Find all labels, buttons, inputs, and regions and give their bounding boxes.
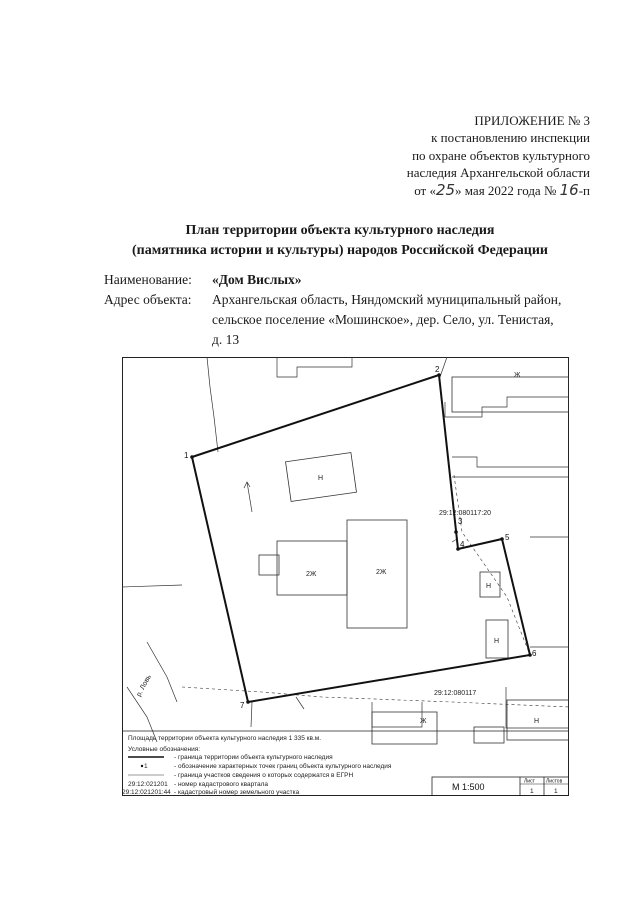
sheet-header: Лист (524, 778, 535, 785)
appendix-line-4: наследия Архангельской области (406, 165, 590, 181)
appendix-line-3: по охране объектов культурного (412, 147, 590, 163)
appendix-number: ПРИЛОЖЕНИЕ № 3 (474, 113, 590, 128)
title-line-1: План территории объекта культурного наследия (185, 223, 495, 238)
legend-item-4-symbol: 29:12:021201 (128, 781, 168, 788)
handwritten-day: 25 (435, 180, 456, 199)
point-label-7: 7 (240, 701, 245, 710)
building-label-h-top: Н (318, 475, 324, 482)
plan-drawing (122, 357, 569, 796)
address-line-3: д. 13 (212, 332, 240, 347)
appendix-header (340, 112, 590, 199)
building-label-2zh-left: 2Ж (306, 571, 317, 578)
name-value: «Дом Вислых» (212, 272, 302, 287)
title-line-2: (памятника истории и культуры) народов Российской Федерации (132, 243, 548, 258)
point-label-6: 6 (532, 649, 537, 658)
point-label-3: 3 (458, 517, 463, 526)
address-line-1: Архангельская область, Няндомский муниципальный район, (212, 292, 562, 307)
sheets-value: 1 (554, 788, 558, 795)
cadastral-number-right: 29:12:080117:20 (439, 510, 492, 517)
point-label-2: 2 (435, 365, 440, 374)
legend-heading: Условные обозначения: (128, 746, 201, 753)
building-label-zh-bottom: Ж (420, 718, 427, 725)
number-suffix: -п (578, 182, 590, 198)
legend-item-5-text: - кадастровый номер земельного участка (174, 789, 300, 796)
legend-item-3-text: - граница участков сведения о которых содержатся в ЕГРН (174, 772, 354, 779)
sheets-header: Листов (546, 778, 563, 785)
building-label-h-bottomright: Н (534, 718, 540, 725)
building-label-zh-topright: Ж (514, 372, 521, 379)
legend-item-2-symbol: 1 (144, 763, 148, 770)
address-label: Адрес объекта: (104, 292, 192, 307)
legend-item-4-text: - номер кадастрового квартала (174, 781, 269, 788)
date-prefix: от « (414, 182, 436, 198)
building-label-h-small-1: Н (486, 583, 492, 590)
appendix-line-2: к постановлению инспекции (431, 130, 590, 146)
legend-item-2-text: - обозначение характерных точек границ объекта культурного наследия (174, 763, 392, 770)
sheet-value: 1 (530, 788, 534, 795)
legend-area: Площадь территории объекта культурного наследия 1 335 кв.м. (128, 735, 322, 742)
name-label: Наименование: (104, 272, 192, 287)
building-label-2zh-right: 2Ж (376, 569, 387, 576)
point-label-4: 4 (460, 540, 465, 549)
scale-label: М 1:500 (452, 782, 485, 792)
date-middle: » мая 2022 года № (455, 182, 557, 198)
road-label: р. Ловь (135, 673, 153, 698)
point-label-5: 5 (505, 533, 510, 542)
territory-plan (122, 357, 569, 796)
document-title (60, 221, 620, 261)
cadastral-number-bottom: 29:12:080117 (434, 690, 477, 697)
appendix-date-line (340, 182, 590, 199)
plan-frame (123, 358, 569, 796)
legend-point-icon (141, 765, 143, 767)
address-line-2: сельское поселение «Мошинское», дер. Село, ул. Тенистая, (212, 312, 554, 327)
legend-item-5-symbol: 29:12:021201:44 (122, 789, 171, 796)
building-label-h-small-2: Н (494, 638, 500, 645)
legend-item-1-text: - граница территории объекта культурного наследия (174, 754, 333, 761)
handwritten-number: 16 (559, 180, 579, 199)
point-label-1: 1 (184, 451, 189, 460)
